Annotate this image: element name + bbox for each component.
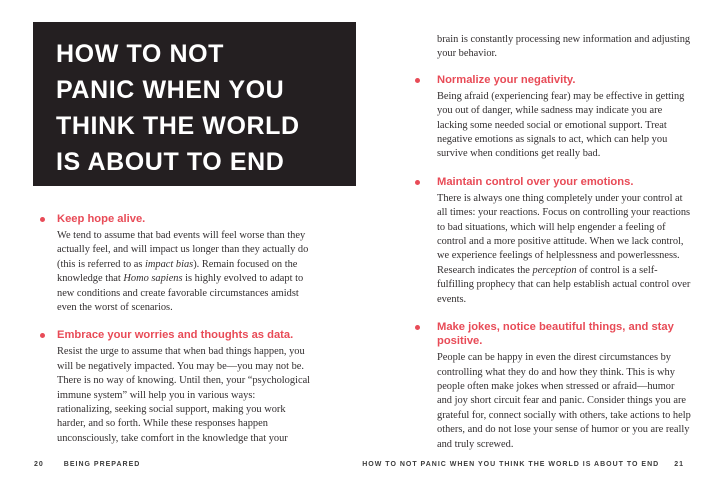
bullet-body: There is always one thing completely under your control at all times: your reactions. Focus on controlling your reactions to bad situations, which will help engender a feeling of control and a more positive attitude. When we lack control, we experience feelings of helplessness and powerlessness. Research indicates the perception of control is a self-fulfilling prophecy that can help establish actual control over events. <box>437 192 691 305</box>
bullet-body: People can be happy in even the direst circumstances by controlling what they do and how they think. This is why people often make jokes when stressed or afraid—humor and joy short circuit fear and panic. Consider things you are grateful for, connect socially with others, take actions to help others, and do not lose your sense of humor or you are really and truly screwed. <box>437 352 691 450</box>
list-item <box>33 328 357 446</box>
list-item <box>415 320 692 452</box>
list-item <box>33 212 357 315</box>
bullet-heading: Embrace your worries and thoughts as data. <box>57 329 294 342</box>
bullet-content <box>437 175 692 307</box>
bullet-content <box>57 328 312 446</box>
title-line: PANIC WHEN YOU <box>56 76 285 104</box>
bullet-heading: Normalize your negativity. <box>437 73 576 86</box>
list-item <box>415 175 692 307</box>
bullet-heading: Keep hope alive. <box>57 213 146 225</box>
page-number: 20 <box>34 461 44 468</box>
chapter-title-block <box>33 22 356 186</box>
bullet-dot-icon <box>415 325 420 330</box>
list-item <box>415 73 692 162</box>
footer-left <box>34 461 140 468</box>
bullet-dot-icon <box>40 333 45 338</box>
bullet-body: We tend to assume that bad events will feel worse than they actually feel, and will impact us longer than they actually do (this is referred to as impact bias). Remain focused on the knowledge that Homo sapiens is highly evolved to adapt to new conditions and create favorable circumstances amidst even the worst of scenarios. <box>57 230 309 314</box>
bullet-dot-icon <box>415 78 420 83</box>
bullet-heading: Make jokes, notice beautiful things, and stay positive. <box>437 321 674 348</box>
bullet-dot-icon <box>40 217 45 222</box>
title-line: HOW TO NOT <box>56 40 225 68</box>
page-left <box>33 22 357 446</box>
bullet-dot-icon <box>415 180 420 185</box>
bullet-list-right <box>415 73 692 452</box>
continuation-paragraph: brain is constantly processing new information and adjusting your behavior. <box>437 34 691 60</box>
title-line: IS ABOUT TO END <box>56 148 285 176</box>
running-head: HOW TO NOT PANIC WHEN YOU THINK THE WORLD IS ABOUT TO END <box>362 461 660 468</box>
bullet-content <box>57 212 312 315</box>
footer-right <box>362 461 684 468</box>
bullet-content <box>437 73 692 162</box>
bullet-content <box>437 320 692 452</box>
bullet-heading: Maintain control over your emotions. <box>437 175 634 188</box>
page-number: 21 <box>674 461 684 468</box>
running-head: BEING PREPARED <box>63 461 141 468</box>
bullet-body: Resist the urge to assume that when bad things happen, you will be negatively impacted. You may be—you may not be. There is no way of knowing. Until then, your “psychological immune system” will help you in various ways: rationalizing, seeking social support, making you work harder, and so forth. While these responses happen unconsciously, take comfort in the knowledge that your <box>57 346 311 444</box>
bullet-list-left <box>33 212 357 446</box>
bullet-body: Being afraid (experiencing fear) may be effective in getting you out of danger, while sadness may indicate you are lacking some needed social or emotional support. Treat negative emotions as signals to act, which can help you survive when conditions get really bad. <box>437 90 685 160</box>
title-line: THINK THE WORLD <box>56 112 300 140</box>
page-right <box>415 33 692 452</box>
